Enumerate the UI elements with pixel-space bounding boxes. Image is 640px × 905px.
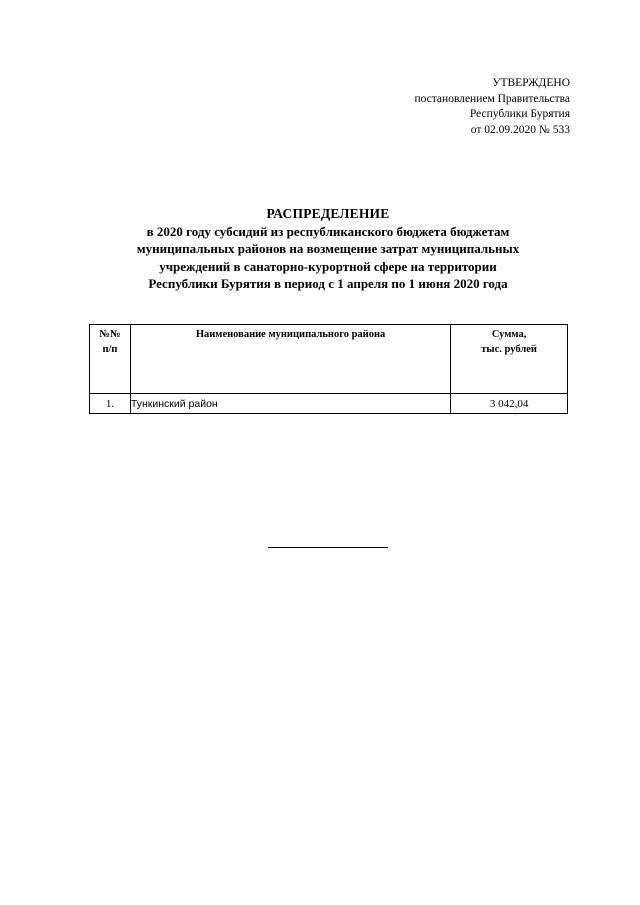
heading-line-4: Республики Бурятия в период с 1 апреля по 1 июня 2020 года: [148, 276, 508, 291]
approval-block: [414, 76, 570, 138]
heading-line-1: в 2020 году субсидий из республиканского бюджета бюджетам: [146, 223, 510, 239]
header-district-name-text: Наименование муниципального района: [195, 329, 386, 340]
table-header-row: [90, 325, 568, 394]
header-number-line-1: №№: [99, 329, 121, 340]
header-sum-line-2: тыс. рублей: [481, 344, 537, 355]
approval-date-number: от 02.09.2020 № 533: [470, 123, 570, 136]
table-row: [90, 394, 568, 414]
approval-label: УТВЕРЖДЕНО: [492, 77, 570, 89]
header-number: [90, 325, 131, 394]
header-sum: [451, 325, 568, 394]
header-number-line-2: п/п: [102, 344, 118, 355]
closing-divider: [268, 547, 388, 548]
row-number: 1.: [90, 394, 131, 414]
approval-republic: Республики Бурятия: [469, 108, 570, 120]
distribution-table: [89, 324, 568, 414]
heading-line-2: муниципальных районов на возмещение затрат муниципальных: [136, 241, 520, 256]
row-district-name: Тункинский район: [130, 394, 450, 414]
row-sum: 3 042,04: [451, 394, 568, 414]
document-title: РАСПРЕДЕЛЕНИЕ: [266, 206, 390, 221]
header-district-name: [130, 325, 450, 394]
header-sum-line-1: Сумма,: [491, 329, 527, 340]
heading-line-3: учреждений в санаторно-курортной сфере на территории: [159, 258, 497, 274]
approval-decree: постановлением Правительства: [414, 92, 570, 105]
document-heading: [70, 205, 586, 293]
